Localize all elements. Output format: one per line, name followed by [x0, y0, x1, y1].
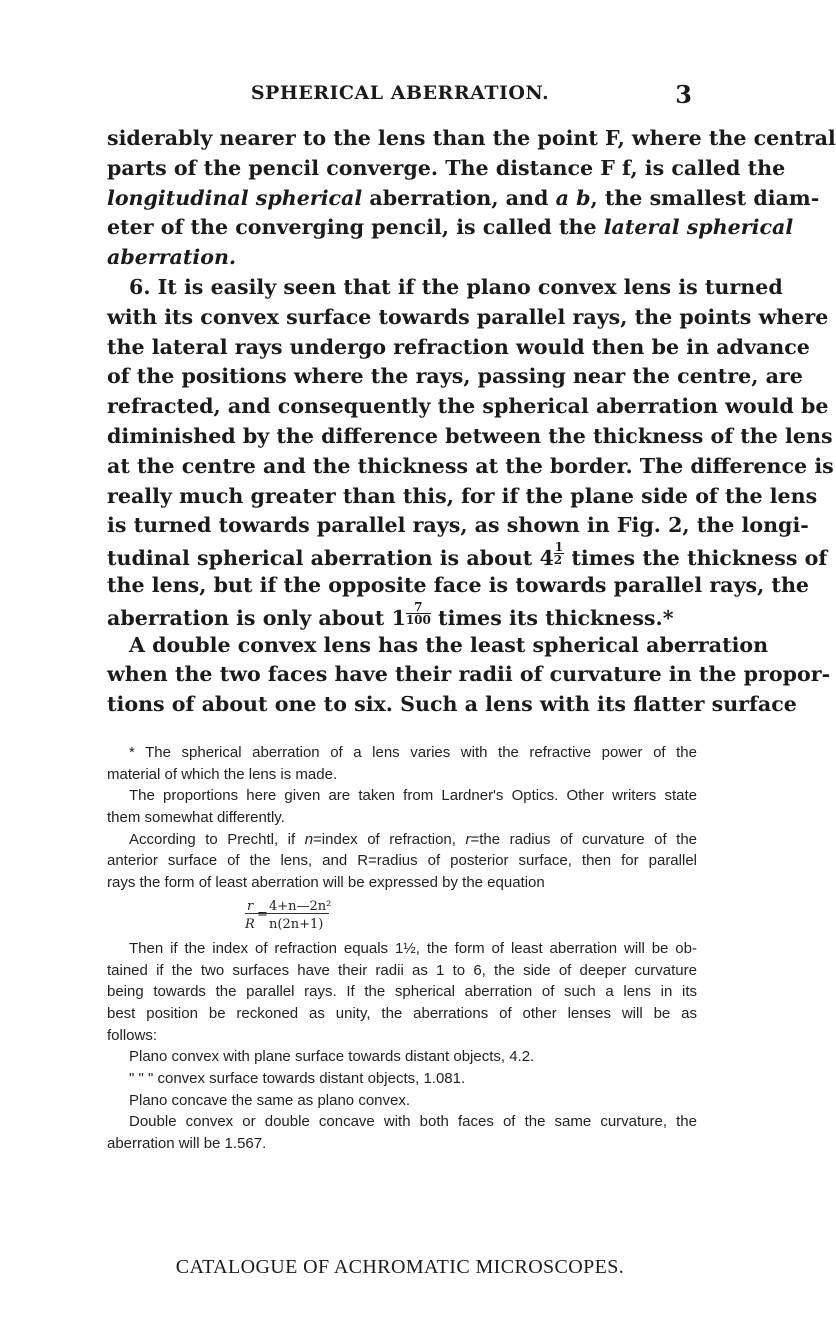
fraction-denominator: 100: [405, 612, 431, 627]
catalogue-heading: CATALOGUE OF ACHROMATIC MICROSCOPES.: [175, 1256, 625, 1278]
equation-rhs-numerator: 4+n—2n²: [269, 898, 332, 914]
footnote-line: aberration will be 1.567.: [107, 1135, 267, 1152]
body-line: tions of about one to six. Such a lens with its flatter surface: [107, 692, 797, 717]
body-line: of the positions where the rays, passing near the centre, are: [107, 364, 803, 389]
body-line: [107, 213, 794, 243]
footnote-line: [107, 829, 697, 851]
body-line: [107, 273, 783, 303]
body-line: [107, 184, 820, 214]
body-line: parts of the pencil converge. The distance F f, is called the: [107, 155, 786, 180]
running-title: SPHERICAL ABERRATION.: [250, 82, 550, 104]
body-line: [107, 540, 828, 571]
body-line: when the two faces have their radii of curvature in the propor-: [107, 662, 831, 687]
text-run: 6. It is easily seen that if the plano convex lens is turned: [129, 274, 783, 299]
body-line: [107, 601, 697, 631]
equation-lhs-numerator: r: [247, 898, 254, 914]
body-line: refracted, and consequently the spherical aberration would be: [107, 394, 829, 419]
body-line: diminished by the difference between the thickness of the lens: [107, 423, 833, 448]
body-line: at the centre and the thickness at the border. The difference is: [107, 453, 834, 478]
text-run: A double convex lens has the least spherical aberration: [129, 632, 769, 657]
text-run: times the thickness of: [564, 546, 828, 571]
footnote: [107, 742, 697, 1155]
text-run: aberration is only about 1: [107, 605, 406, 630]
footnote-line: tained if the two surfaces have their radii as 1 to 6, the side of deeper curvature: [107, 961, 697, 979]
footnote-line: [107, 1111, 697, 1133]
text-run: The proportions here given are taken from Lardner's Optics. Other writers state: [129, 787, 697, 805]
fraction-denominator: 2: [553, 553, 563, 568]
footnote-line: [107, 1090, 697, 1112]
text-run: " " " convex surface towards distant objects, 1.081.: [129, 1069, 466, 1087]
footnote-line: [107, 1068, 697, 1090]
body-line: with its convex surface towards parallel rays, the points where: [107, 304, 829, 329]
body-line: the lateral rays undergo refraction would then be in advance: [107, 334, 810, 359]
running-head: [0, 80, 800, 110]
italic-term: longitudinal spherical: [107, 185, 363, 210]
italic-term: lateral spherical: [603, 215, 794, 240]
footnote-line: [107, 785, 697, 807]
footnote-line: [107, 1046, 697, 1068]
equation-rhs-denominator: n(2n+1): [269, 916, 324, 932]
text-run: Double convex or double concave with both faces of the same curvature, the: [129, 1113, 697, 1131]
aberration-equation: [247, 894, 697, 938]
text-run: =index of refraction,: [313, 830, 466, 848]
footnote-line: rays the form of least aberration will be expressed by the equation: [107, 874, 545, 892]
text-run: * The spherical aberration of a lens varies with the refractive power of the: [129, 744, 697, 761]
footnote-line: best position be reckoned as unity, the aberrations of other lenses will be as: [107, 1004, 697, 1022]
body-line: [107, 243, 697, 273]
footnote-line: them somewhat differently.: [107, 809, 285, 827]
text-run: tudinal spherical aberration is about 4: [107, 546, 554, 571]
text-run: Then if the index of refraction equals 1½, the form of least aberration will be ob-: [129, 939, 697, 957]
italic-term: aberration.: [107, 245, 237, 270]
text-run: eter of the converging pencil, is called the: [107, 215, 604, 240]
text-run: =the radius of curvature of the: [470, 830, 698, 848]
italic-symbol: n: [304, 830, 314, 848]
body-line: really much greater than this, for if the plane side of the lens: [107, 483, 818, 508]
equation-equals-sign: =: [257, 906, 268, 922]
body-line: siderably nearer to the lens than the point F, where the central: [107, 126, 836, 150]
italic-symbol: r: [465, 830, 471, 848]
italic-term: a b: [555, 185, 591, 210]
body-line: [107, 631, 769, 661]
text-run: According to Prechtl, if: [129, 830, 305, 848]
footnote-line: being towards the parallel rays. If the spherical aberration of such a lens in its: [107, 983, 697, 1001]
text-run: , the smallest diam-: [590, 185, 820, 210]
fraction: [554, 541, 564, 566]
page-number: 3: [675, 80, 692, 109]
equation-lhs-denominator: R: [245, 916, 255, 932]
fraction: [406, 601, 431, 626]
footnote-line: anterior surface of the lens, and R=radius of posterior surface, then for parallel: [107, 852, 697, 870]
body-text: [107, 124, 836, 720]
footnote-line: follows:: [107, 1026, 158, 1044]
body-line: is turned towards parallel rays, as shown in Fig. 2, the longi-: [107, 513, 809, 538]
fraction-numerator: 1: [554, 540, 564, 555]
footnote-line: [107, 742, 697, 764]
text-run: Plano concave the same as plano convex.: [129, 1091, 411, 1109]
footnote-line: material of which the lens is made.: [107, 765, 338, 783]
text-run: times its thickness.*: [430, 605, 674, 630]
fraction-numerator: 7: [406, 601, 431, 614]
text-run: aberration, and: [362, 185, 556, 210]
footnote-line: [107, 938, 697, 960]
text-run: Plano convex with plane surface towards distant objects, 4.2.: [129, 1048, 535, 1066]
body-line: the lens, but if the opposite face is towards parallel rays, the: [107, 572, 810, 597]
